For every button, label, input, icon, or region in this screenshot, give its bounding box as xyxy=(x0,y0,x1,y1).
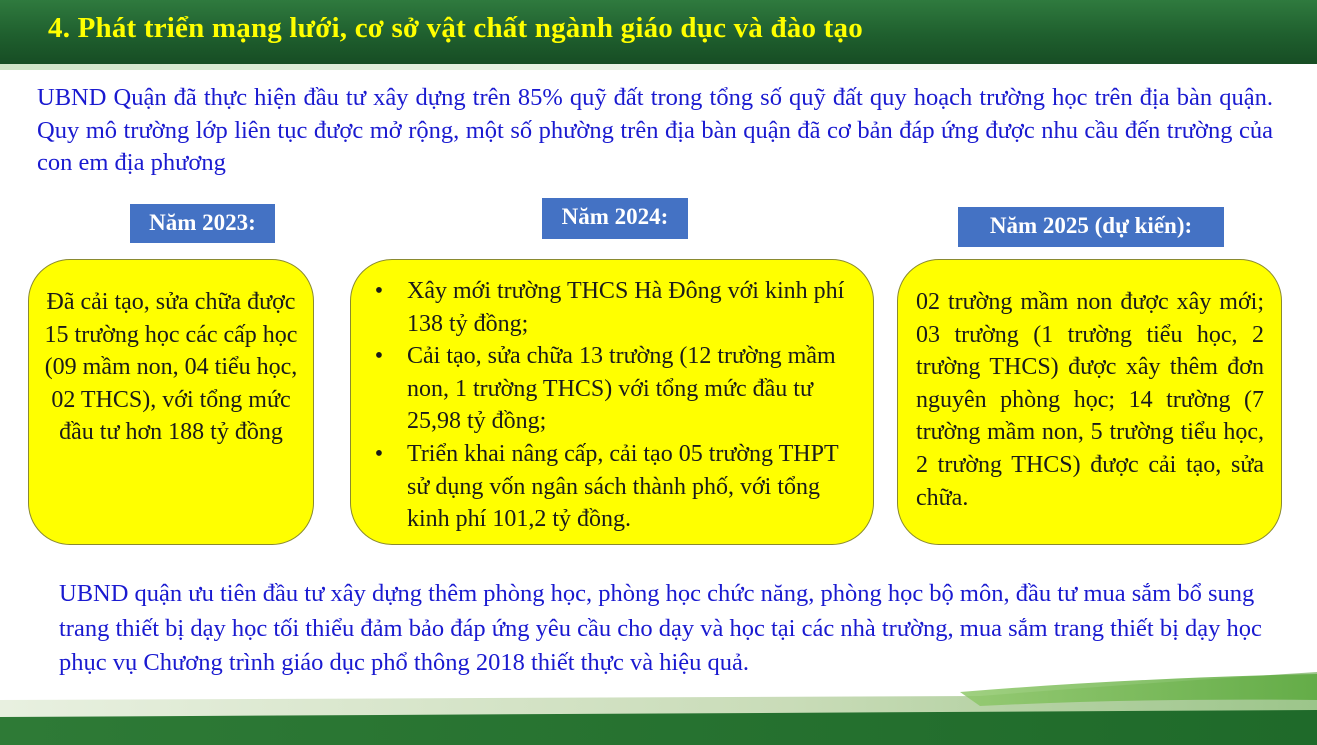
bullet-icon: • xyxy=(374,440,384,467)
bullet-icon: • xyxy=(374,278,384,304)
year-label-2024: Năm 2024: xyxy=(542,198,688,239)
bullet-icon: • xyxy=(374,343,384,370)
card-2025 xyxy=(897,259,1282,545)
outro-paragraph: UBND quận ưu tiên đầu tư xây dựng thêm phòng học, phòng học chức năng, phòng học bộ môn, đầu tư mua sắm bổ sung trang thiết bị dạy học tối thiểu đảm bảo đáp ứng yêu cầu cho dạy và học tại các nhà trường, mua sắm trang thiết bị dạy học phục vụ Chương trình giáo dục phổ thông 2018 thiết thực và hiệu quả. xyxy=(59,580,1262,676)
card-2023-text: Đã cải tạo, sửa chữa được 15 trường học các cấp học (09 mầm non, 04 tiểu học, 02 THCS), với tổng mức đầu tư hơn 188 tỷ đồng xyxy=(44,289,298,446)
card-2024 xyxy=(350,259,874,545)
list-item xyxy=(369,438,863,536)
card-2023 xyxy=(28,259,314,545)
list-item xyxy=(369,275,863,340)
year-label-2023: Năm 2023: xyxy=(130,204,275,243)
footer-decoration xyxy=(0,672,1317,745)
page-title: 4. Phát triển mạng lưới, cơ sở vật chất ngành giáo dục và đào tạo xyxy=(48,12,863,44)
list-item-text: Xây mới trường THCS Hà Đông với kinh phí 138 tỷ đồng; xyxy=(407,278,845,337)
list-item-text: Triển khai nâng cấp, cải tạo 05 trường THPT sử dụng vốn ngân sách thành phố, với tổng kinh phí 101,2 tỷ đồng. xyxy=(407,440,839,533)
list-item-text: Cải tạo, sửa chữa 13 trường (12 trường mầm non, 1 trường THCS) với tổng mức đầu tư 25,98 tỷ đồng; xyxy=(407,343,836,435)
card-2024-list xyxy=(369,275,863,536)
title-bar xyxy=(0,0,1317,64)
intro-paragraph: UBND Quận đã thực hiện đầu tư xây dựng trên 85% quỹ đất trong tổng số quỹ đất quy hoạch trường học trên địa bàn quận. Quy mô trường lớp liên tục được mở rộng, một số phường trên địa bàn quận đã cơ bản đáp ứng được nhu cầu đến trường của con em địa phương xyxy=(37,84,1273,176)
list-item xyxy=(369,340,863,438)
card-2025-text: 02 trường mầm non được xây mới; 03 trường (1 trường tiểu học, 2 trường THCS) được xây thêm đơn nguyên phòng học; 14 trường (7 trường mầm non, 5 trường tiểu học, 2 trường THCS) được cải tạo, sửa chữa. xyxy=(916,289,1264,511)
year-label-2025: Năm 2025 (dự kiến): xyxy=(958,207,1224,247)
